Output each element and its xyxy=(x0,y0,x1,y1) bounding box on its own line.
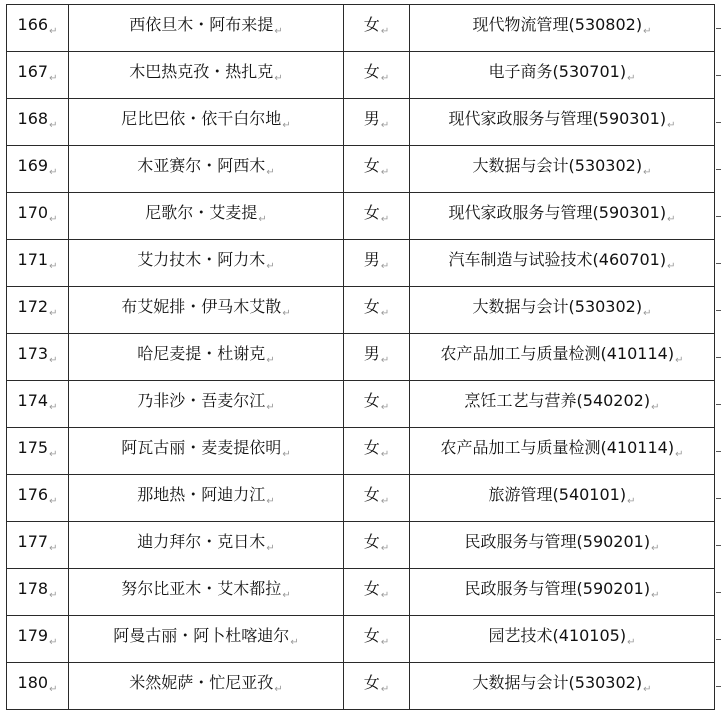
paragraph-mark-icon: ↵ xyxy=(266,260,275,272)
student-name-cell-text: 艾力扙木・阿力木 xyxy=(137,249,266,269)
paragraph-mark-icon: ↵ xyxy=(643,166,652,178)
major-cell xyxy=(410,569,715,616)
row-end-tick xyxy=(716,169,721,170)
row-number-cell xyxy=(7,287,69,334)
paragraph-mark-icon: ↵ xyxy=(380,354,390,366)
paragraph-mark-icon: ↵ xyxy=(627,636,636,648)
paragraph-mark-icon: ↵ xyxy=(651,589,660,601)
row-number-cell-text: 170 xyxy=(17,202,49,222)
student-name-cell-text: 迪力拜尔・克日木 xyxy=(137,531,266,551)
paragraph-mark-icon: ↵ xyxy=(380,401,390,413)
major-cell-text: 现代物流管理(530802) xyxy=(472,14,643,34)
paragraph-mark-icon: ↵ xyxy=(266,401,275,413)
student-name-cell-text: 那地热・阿迪力江 xyxy=(137,484,266,504)
paragraph-mark-icon: ↵ xyxy=(266,495,275,507)
student-name-cell-text: 阿瓦古丽・麦麦提依明 xyxy=(121,437,282,457)
student-name-cell-text: 木亚赛尔・阿西木 xyxy=(137,155,266,175)
row-number-cell-text: 176 xyxy=(17,484,49,504)
gender-cell-text: 女 xyxy=(363,437,380,457)
row-end-tick xyxy=(716,686,721,687)
page-right-edge xyxy=(716,0,721,722)
major-cell xyxy=(410,428,715,475)
major-cell-text: 汽车制造与试验技术(460701) xyxy=(448,249,667,269)
paragraph-mark-icon: ↵ xyxy=(274,72,283,84)
student-name-cell-text: 尼歌尔・艾麦提 xyxy=(145,202,258,222)
major-cell-text: 大数据与会计(530302) xyxy=(472,155,643,175)
paragraph-mark-icon: ↵ xyxy=(258,213,267,225)
gender-cell xyxy=(344,52,410,99)
row-end-tick xyxy=(716,404,721,405)
paragraph-mark-icon: ↵ xyxy=(49,25,58,37)
major-cell xyxy=(410,663,715,710)
row-number-cell xyxy=(7,240,69,287)
gender-cell xyxy=(344,381,410,428)
gender-cell-text: 女 xyxy=(363,61,380,81)
major-cell xyxy=(410,5,715,52)
row-number-cell xyxy=(7,146,69,193)
student-name-cell xyxy=(69,240,344,287)
major-cell xyxy=(410,475,715,522)
gender-cell xyxy=(344,334,410,381)
row-number-cell-text: 173 xyxy=(17,343,49,363)
paragraph-mark-icon: ↵ xyxy=(380,683,390,695)
row-end-tick xyxy=(716,498,721,499)
row-number-cell xyxy=(7,522,69,569)
row-number-cell-text: 178 xyxy=(17,578,49,598)
paragraph-mark-icon: ↵ xyxy=(675,448,684,460)
paragraph-mark-icon: ↵ xyxy=(49,213,58,225)
gender-cell xyxy=(344,287,410,334)
gender-cell-text: 女 xyxy=(363,14,380,34)
major-cell xyxy=(410,193,715,240)
student-name-cell-text: 乃非沙・吾麦尔江 xyxy=(137,390,266,410)
paragraph-mark-icon: ↵ xyxy=(667,119,676,131)
major-cell-text: 电子商务(530701) xyxy=(488,61,627,81)
paragraph-mark-icon: ↵ xyxy=(380,495,390,507)
major-cell-text: 大数据与会计(530302) xyxy=(472,672,643,692)
paragraph-mark-icon: ↵ xyxy=(643,683,652,695)
gender-cell-text: 男 xyxy=(363,249,380,269)
gender-cell xyxy=(344,569,410,616)
paragraph-mark-icon: ↵ xyxy=(380,119,390,131)
row-number-cell xyxy=(7,99,69,146)
gender-cell xyxy=(344,99,410,146)
row-end-tick xyxy=(716,357,721,358)
paragraph-mark-icon: ↵ xyxy=(274,25,283,37)
major-cell-text: 园艺技术(410105) xyxy=(488,625,627,645)
student-name-cell-text: 木巴热克孜・热扎克 xyxy=(129,61,274,81)
student-name-cell xyxy=(69,381,344,428)
row-number-cell-text: 180 xyxy=(17,672,49,692)
major-cell xyxy=(410,99,715,146)
gender-cell-text: 女 xyxy=(363,672,380,692)
table-row xyxy=(7,522,715,569)
major-cell xyxy=(410,52,715,99)
gender-cell xyxy=(344,522,410,569)
student-name-cell-text: 哈尼麦提・杜谢克 xyxy=(137,343,266,363)
paragraph-mark-icon: ↵ xyxy=(651,401,660,413)
row-number-cell xyxy=(7,569,69,616)
student-name-cell xyxy=(69,616,344,663)
paragraph-mark-icon: ↵ xyxy=(282,119,291,131)
row-number-cell-text: 179 xyxy=(17,625,49,645)
table-row xyxy=(7,99,715,146)
row-end-tick xyxy=(716,122,721,123)
paragraph-mark-icon: ↵ xyxy=(266,166,275,178)
gender-cell-text: 女 xyxy=(363,390,380,410)
table-row xyxy=(7,193,715,240)
paragraph-mark-icon: ↵ xyxy=(290,636,299,648)
paragraph-mark-icon: ↵ xyxy=(667,260,676,272)
table-row xyxy=(7,334,715,381)
major-cell-text: 民政服务与管理(590201) xyxy=(464,578,651,598)
student-name-cell xyxy=(69,663,344,710)
row-number-cell-text: 171 xyxy=(17,249,49,269)
student-name-cell xyxy=(69,5,344,52)
gender-cell xyxy=(344,5,410,52)
table-row xyxy=(7,52,715,99)
gender-cell xyxy=(344,193,410,240)
row-end-tick xyxy=(716,263,721,264)
major-cell-text: 民政服务与管理(590201) xyxy=(464,531,651,551)
gender-cell xyxy=(344,146,410,193)
major-cell-text: 农产品加工与质量检测(410114) xyxy=(440,437,675,457)
major-cell-text: 大数据与会计(530302) xyxy=(472,296,643,316)
paragraph-mark-icon: ↵ xyxy=(49,401,58,413)
row-number-cell-text: 169 xyxy=(17,155,49,175)
row-end-tick xyxy=(716,28,721,29)
gender-cell-text: 女 xyxy=(363,296,380,316)
major-cell xyxy=(410,522,715,569)
gender-cell xyxy=(344,475,410,522)
major-cell-text: 旅游管理(540101) xyxy=(488,484,627,504)
major-cell xyxy=(410,146,715,193)
row-number-cell xyxy=(7,193,69,240)
paragraph-mark-icon: ↵ xyxy=(282,448,291,460)
student-name-cell xyxy=(69,146,344,193)
row-number-cell xyxy=(7,663,69,710)
paragraph-mark-icon: ↵ xyxy=(667,213,676,225)
paragraph-mark-icon: ↵ xyxy=(49,542,58,554)
paragraph-mark-icon: ↵ xyxy=(643,25,652,37)
table-row xyxy=(7,475,715,522)
student-table xyxy=(6,4,715,710)
paragraph-mark-icon: ↵ xyxy=(380,636,390,648)
gender-cell-text: 女 xyxy=(363,202,380,222)
paragraph-mark-icon: ↵ xyxy=(49,683,58,695)
paragraph-mark-icon: ↵ xyxy=(49,307,58,319)
row-end-tick xyxy=(716,75,721,76)
table-row xyxy=(7,240,715,287)
major-cell-text: 现代家政服务与管理(590301) xyxy=(448,108,667,128)
student-name-cell xyxy=(69,428,344,475)
student-name-cell xyxy=(69,522,344,569)
paragraph-mark-icon: ↵ xyxy=(651,542,660,554)
row-end-tick xyxy=(716,639,721,640)
paragraph-mark-icon: ↵ xyxy=(49,495,58,507)
student-name-cell-text: 布艾妮排・伊马木艾散 xyxy=(121,296,282,316)
paragraph-mark-icon: ↵ xyxy=(49,589,58,601)
row-end-tick xyxy=(716,592,721,593)
row-number-cell xyxy=(7,428,69,475)
table-row xyxy=(7,5,715,52)
row-number-cell-text: 168 xyxy=(17,108,49,128)
paragraph-mark-icon: ↵ xyxy=(282,589,291,601)
major-cell xyxy=(410,240,715,287)
row-number-cell-text: 175 xyxy=(17,437,49,457)
row-number-cell xyxy=(7,334,69,381)
paragraph-mark-icon: ↵ xyxy=(643,307,652,319)
major-cell xyxy=(410,334,715,381)
paragraph-mark-icon: ↵ xyxy=(380,72,390,84)
student-name-cell-text: 阿曼古丽・阿卜杜喀迪尔 xyxy=(113,625,290,645)
row-number-cell-text: 177 xyxy=(17,531,49,551)
paragraph-mark-icon: ↵ xyxy=(380,25,390,37)
major-cell-text: 农产品加工与质量检测(410114) xyxy=(440,343,675,363)
gender-cell-text: 女 xyxy=(363,531,380,551)
table-row xyxy=(7,381,715,428)
paragraph-mark-icon: ↵ xyxy=(49,448,58,460)
paragraph-mark-icon: ↵ xyxy=(380,542,390,554)
major-cell xyxy=(410,381,715,428)
row-number-cell xyxy=(7,381,69,428)
paragraph-mark-icon: ↵ xyxy=(274,683,283,695)
paragraph-mark-icon: ↵ xyxy=(49,166,58,178)
paragraph-mark-icon: ↵ xyxy=(380,166,390,178)
gender-cell-text: 女 xyxy=(363,625,380,645)
student-name-cell xyxy=(69,287,344,334)
paragraph-mark-icon: ↵ xyxy=(282,307,291,319)
paragraph-mark-icon: ↵ xyxy=(266,542,275,554)
row-number-cell xyxy=(7,616,69,663)
paragraph-mark-icon: ↵ xyxy=(627,72,636,84)
paragraph-mark-icon: ↵ xyxy=(49,260,58,272)
row-number-cell-text: 172 xyxy=(17,296,49,316)
student-name-cell xyxy=(69,475,344,522)
gender-cell-text: 男 xyxy=(363,343,380,363)
paragraph-mark-icon: ↵ xyxy=(675,354,684,366)
paragraph-mark-icon: ↵ xyxy=(266,354,275,366)
gender-cell-text: 女 xyxy=(363,155,380,175)
major-cell xyxy=(410,287,715,334)
major-cell-text: 现代家政服务与管理(590301) xyxy=(448,202,667,222)
row-end-tick xyxy=(716,310,721,311)
student-name-cell xyxy=(69,334,344,381)
table-row xyxy=(7,146,715,193)
student-name-cell-text: 米然妮萨・忙尼亚孜 xyxy=(129,672,274,692)
gender-cell xyxy=(344,428,410,475)
table-row xyxy=(7,287,715,334)
table-row xyxy=(7,663,715,710)
table-row xyxy=(7,428,715,475)
gender-cell-text: 女 xyxy=(363,578,380,598)
paragraph-mark-icon: ↵ xyxy=(49,636,58,648)
paragraph-mark-icon: ↵ xyxy=(627,495,636,507)
gender-cell-text: 女 xyxy=(363,484,380,504)
gender-cell xyxy=(344,663,410,710)
student-name-cell xyxy=(69,99,344,146)
gender-cell-text: 男 xyxy=(363,108,380,128)
student-name-cell-text: 努尔比亚木・艾木都拉 xyxy=(121,578,282,598)
student-name-cell xyxy=(69,193,344,240)
paragraph-mark-icon: ↵ xyxy=(380,213,390,225)
paragraph-mark-icon: ↵ xyxy=(380,448,390,460)
row-end-tick xyxy=(716,216,721,217)
row-number-cell xyxy=(7,5,69,52)
student-name-cell xyxy=(69,52,344,99)
paragraph-mark-icon: ↵ xyxy=(49,72,58,84)
paragraph-mark-icon: ↵ xyxy=(380,260,390,272)
paragraph-mark-icon: ↵ xyxy=(49,354,58,366)
row-end-tick xyxy=(716,451,721,452)
student-name-cell-text: 尼比巴依・依干白尔地 xyxy=(121,108,282,128)
row-number-cell-text: 166 xyxy=(17,14,49,34)
paragraph-mark-icon: ↵ xyxy=(380,307,390,319)
paragraph-mark-icon: ↵ xyxy=(380,589,390,601)
row-number-cell xyxy=(7,475,69,522)
gender-cell xyxy=(344,240,410,287)
student-table-body xyxy=(7,5,715,710)
row-number-cell-text: 167 xyxy=(17,61,49,81)
gender-cell xyxy=(344,616,410,663)
row-number-cell-text: 174 xyxy=(17,390,49,410)
table-row xyxy=(7,616,715,663)
student-name-cell-text: 西依旦木・阿布来提 xyxy=(129,14,274,34)
row-end-tick xyxy=(716,545,721,546)
table-row xyxy=(7,569,715,616)
major-cell xyxy=(410,616,715,663)
major-cell-text: 烹饪工艺与营养(540202) xyxy=(464,390,651,410)
row-number-cell xyxy=(7,52,69,99)
student-name-cell xyxy=(69,569,344,616)
paragraph-mark-icon: ↵ xyxy=(49,119,58,131)
